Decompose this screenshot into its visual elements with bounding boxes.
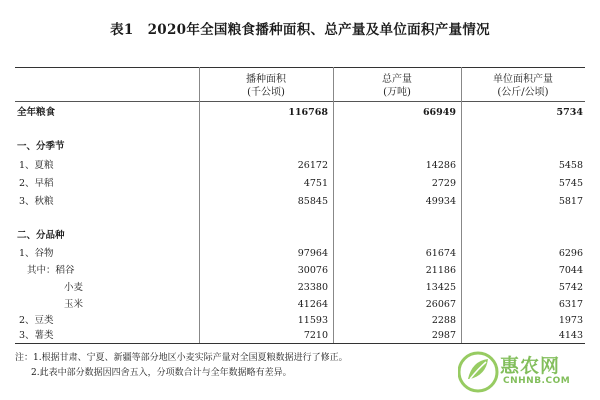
watermark-domain: CNHNB.COM [503, 376, 571, 386]
table-row [15, 297, 585, 312]
table-row [15, 280, 585, 295]
row-label: 3、薯类 [19, 330, 54, 341]
cell-yield: 5817 [558, 196, 583, 207]
cell-yield: 5742 [558, 282, 583, 293]
cell-yield: 5745 [558, 178, 583, 189]
cell-yield: 7044 [558, 265, 583, 276]
cell-yield: 5734 [556, 107, 583, 118]
row-label: 3、秋粮 [19, 196, 54, 207]
table-row [15, 313, 585, 328]
cell-area: 23380 [297, 282, 328, 293]
table-number: 表1 [110, 22, 134, 38]
header-unit: (公斤/公顷) [497, 87, 549, 98]
cell-output: 13425 [425, 282, 456, 293]
table-row [15, 176, 585, 191]
cell-area: 30076 [297, 265, 328, 276]
header-unit: (千公顷) [247, 87, 285, 98]
header-total-output [333, 73, 461, 99]
table-header-rule [15, 101, 585, 102]
header-name: 单位面积产量 [493, 74, 553, 85]
cell-output: 2729 [431, 178, 456, 189]
cell-output: 66949 [422, 107, 456, 118]
cell-output: 2987 [431, 330, 456, 341]
section-label: 一、分季节 [17, 141, 65, 152]
row-label: 其中：稻谷 [27, 265, 75, 276]
table-bottom-rule [15, 343, 585, 344]
row-label: 2、豆类 [19, 315, 54, 326]
table-row-total [15, 105, 585, 120]
row-label: 小麦 [64, 282, 84, 293]
row-label: 2、早稻 [19, 178, 54, 189]
note-2: 2.此表中部分数据因四舍五入，分项数合计与全年数据略有差异。 [31, 368, 292, 378]
note-1: 注：1.根据甘肃、宁夏、新疆等部分地区小麦实际产量对全国夏粮数据进行了修正。 [15, 353, 348, 363]
cell-output: 14286 [425, 160, 456, 171]
header-name: 总产量 [382, 74, 412, 85]
table-row [15, 246, 585, 261]
row-label: 玉米 [64, 299, 84, 310]
table-row [15, 263, 585, 278]
table-row [15, 194, 585, 209]
cell-area: 11593 [297, 315, 328, 326]
cell-output: 26067 [425, 299, 456, 310]
row-label: 全年粮食 [17, 107, 56, 118]
header-yield-per-area [461, 73, 585, 99]
cell-area: 85845 [297, 196, 328, 207]
watermark-name: 惠农网 [500, 355, 561, 377]
cell-output: 61674 [425, 248, 456, 259]
cell-yield: 4143 [558, 330, 583, 341]
table-section-row [15, 139, 585, 154]
cell-yield: 6317 [558, 299, 583, 310]
cell-yield: 1973 [558, 315, 583, 326]
cell-output: 21186 [425, 265, 456, 276]
cell-output: 2288 [431, 315, 456, 326]
cell-area: 7210 [303, 330, 328, 341]
table-notes [15, 351, 348, 381]
table-top-rule [15, 67, 585, 68]
table-row [15, 158, 585, 173]
cell-area: 26172 [297, 160, 328, 171]
header-name: 播种面积 [246, 74, 286, 85]
cell-yield: 5458 [558, 160, 583, 171]
cell-area: 41264 [297, 299, 328, 310]
table-row [15, 328, 585, 343]
cell-area: 116768 [288, 107, 328, 118]
cell-output: 49934 [425, 196, 456, 207]
row-label: 1、谷物 [19, 248, 54, 259]
table-section-row [15, 228, 585, 243]
header-unit: (万吨) [383, 87, 411, 98]
row-label: 1、夏粮 [19, 160, 54, 171]
cell-area: 4751 [303, 178, 328, 189]
section-label: 二、分品种 [17, 230, 65, 241]
header-sown-area [199, 73, 333, 99]
table-title-text: 2020年全国粮食播种面积、总产量及单位面积产量情况 [147, 22, 490, 38]
cell-yield: 6296 [558, 248, 583, 259]
cell-area: 97964 [297, 248, 328, 259]
table-title [0, 18, 600, 38]
